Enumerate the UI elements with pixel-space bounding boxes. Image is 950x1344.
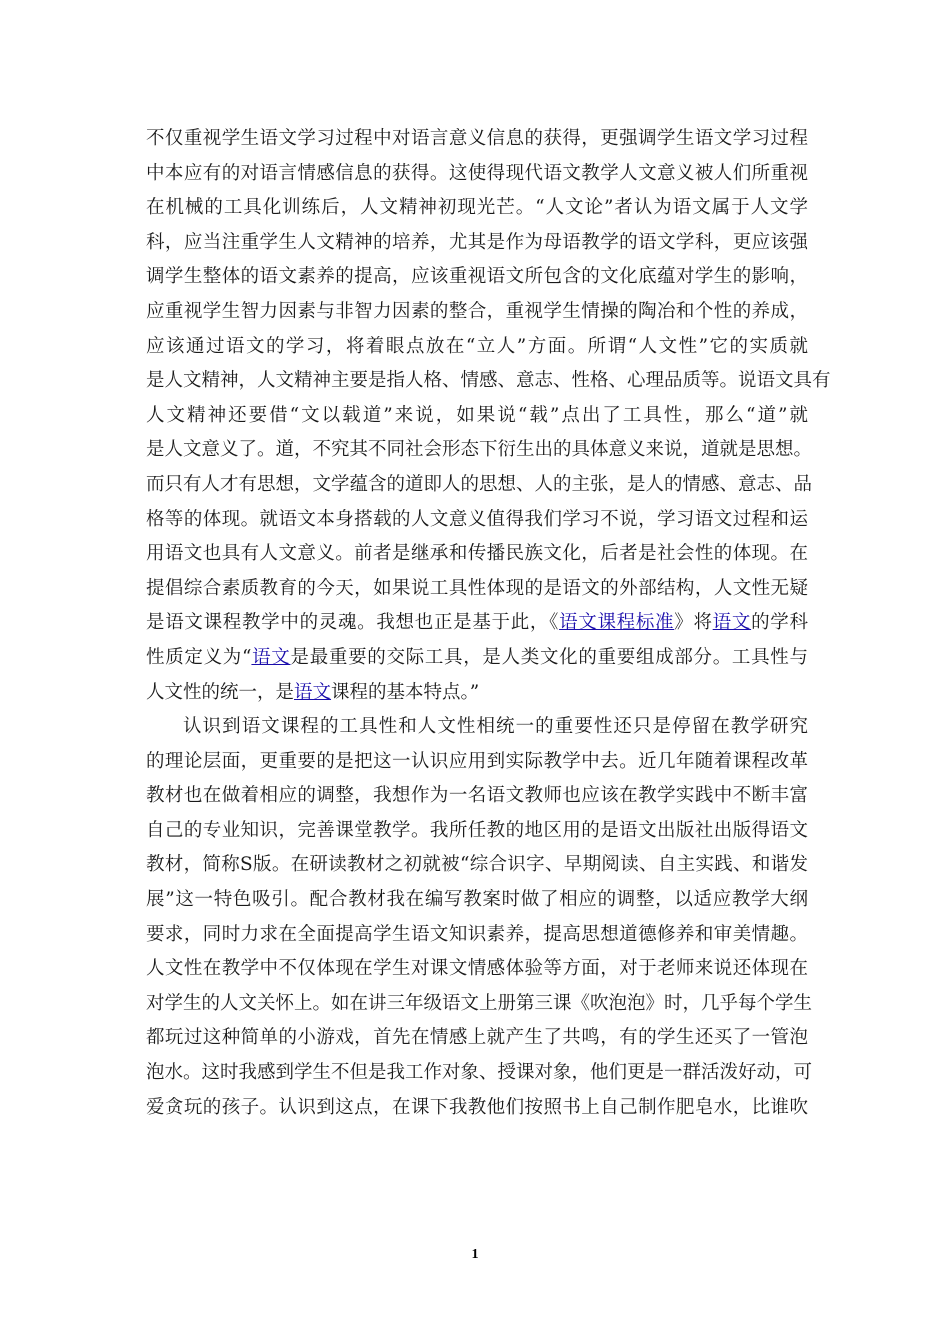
text-line: 自己的专业知识，完善课堂教学。我所任教的地区用的是语文出版社出版得语文 [146, 819, 808, 841]
text-line [146, 676, 808, 711]
text-line: 科，应当注重学生人文精神的培养，尤其是作为母语教学的语文学科，更应该强 [146, 231, 808, 253]
text-line: 展”这一特色吸引。配合教材我在编写教案时做了相应的调整，以适应教学大纲 [146, 889, 808, 911]
text-line: 应重视学生智力因素与非智力因素的整合，重视学生情操的陶冶和个性的养成， [146, 300, 808, 322]
text-segment: 是最重要的交际工具，是人类文化的重要组成部分。工具性与 [290, 646, 808, 668]
text-line: 要求，同时力求在全面提高学生语文知识素养，提高思想道德修养和审美情趣。 [146, 923, 808, 945]
text-segment: 课程的基本特点。” [331, 681, 480, 703]
paragraph-2 [146, 710, 813, 1125]
link-curriculum-standard[interactable]: 语文课程标准 [559, 612, 675, 634]
body-text [146, 122, 831, 1125]
text-line: 人文精神还要借“文以载道”来说，如果说“载”点出了工具性，那么“道”就 [146, 404, 808, 426]
link-chinese[interactable]: 语文 [712, 612, 752, 634]
link-chinese[interactable]: 语文 [251, 646, 291, 668]
text-line: 的理论层面，更重要的是把这一认识应用到实际教学中去。近几年随着课程改革 [146, 750, 808, 772]
text-line: 应该通过语文的学习，将着眼点放在“立人”方面。所谓“人文性”它的实质就 [146, 335, 808, 357]
text-line: 是人文精神，人文精神主要是指人格、情感、意志、性格、心理品质等。说语文具有 [146, 370, 831, 392]
text-line: 对学生的人文关怀上。如在讲三年级语文上册第三课《吹泡泡》时，几乎每个学生 [146, 992, 813, 1014]
text-line: 格等的体现。就语文本身搭载的人文意义值得我们学习不说，学习语文过程和运 [146, 508, 808, 530]
text-line: 中本应有的对语言情感信息的获得。这使得现代语文教学人文意义被人们所重视 [146, 162, 808, 184]
text-segment: 性质定义为“ [146, 646, 252, 668]
text-segment: 》将 [674, 612, 713, 634]
text-segment: 是语文课程教学中的灵魂。我想也正是基于此，《 [146, 612, 560, 634]
text-segment: 的学科 [751, 612, 808, 634]
text-line: 提倡综合素质教育的今天，如果说工具性体现的是语文的外部结构，人文性无疑 [146, 577, 808, 599]
text-line: 人文性在教学中不仅体现在学生对课文情感体验等方面，对于老师来说还体现在 [146, 958, 808, 980]
text-line: 教材也在做着相应的调整，我想作为一名语文教师也应该在教学实践中不断丰富 [146, 785, 808, 807]
text-line [146, 606, 808, 641]
text-line: 认识到语文课程的工具性和人文性相统一的重要性还只是停留在教学研究 [183, 716, 808, 738]
text-line: 爱贪玩的孩子。认识到这点，在课下我教他们按照书上自己制作肥皂水，比谁吹 [146, 1096, 808, 1118]
link-chinese[interactable]: 语文 [294, 681, 332, 703]
page-number: 1 [471, 1247, 479, 1262]
text-line: 是人文意义了。道，不究其不同社会形态下衍生出的具体意义来说，道就是思想。 [146, 439, 813, 461]
text-line: 在机械的工具化训练后，人文精神初现光芒。“人文论”者认为语文属于人文学 [146, 197, 808, 219]
text-line: 用语文也具有人文意义。前者是继承和传播民族文化，后者是社会性的体现。在 [146, 543, 808, 565]
text-line: 而只有人才有思想，文学蕴含的道即人的思想、人的主张，是人的情感、意志、品 [146, 473, 813, 495]
text-segment: 人文性的统一，是 [146, 681, 295, 703]
text-line: 调学生整体的语文素养的提高，应该重视语文所包含的文化底蕴对学生的影响， [146, 266, 808, 288]
text-line: 不仅重视学生语文学习过程中对语言意义信息的获得，更强调学生语文学习过程 [146, 128, 808, 149]
text-line: 泡水。这时我感到学生不但是我工作对象、授课对象，他们更是一群活泼好动，可 [146, 1062, 813, 1084]
text-line [146, 641, 808, 676]
text-line: 教材，简称S版。在研读教材之初就被“综合识字、早期阅读、自主实践、和谐发 [146, 854, 808, 876]
paragraph-1 [146, 122, 831, 710]
text-line: 都玩过这种简单的小游戏，首先在情感上就产生了共鸣，有的学生还买了一管泡 [146, 1027, 808, 1049]
